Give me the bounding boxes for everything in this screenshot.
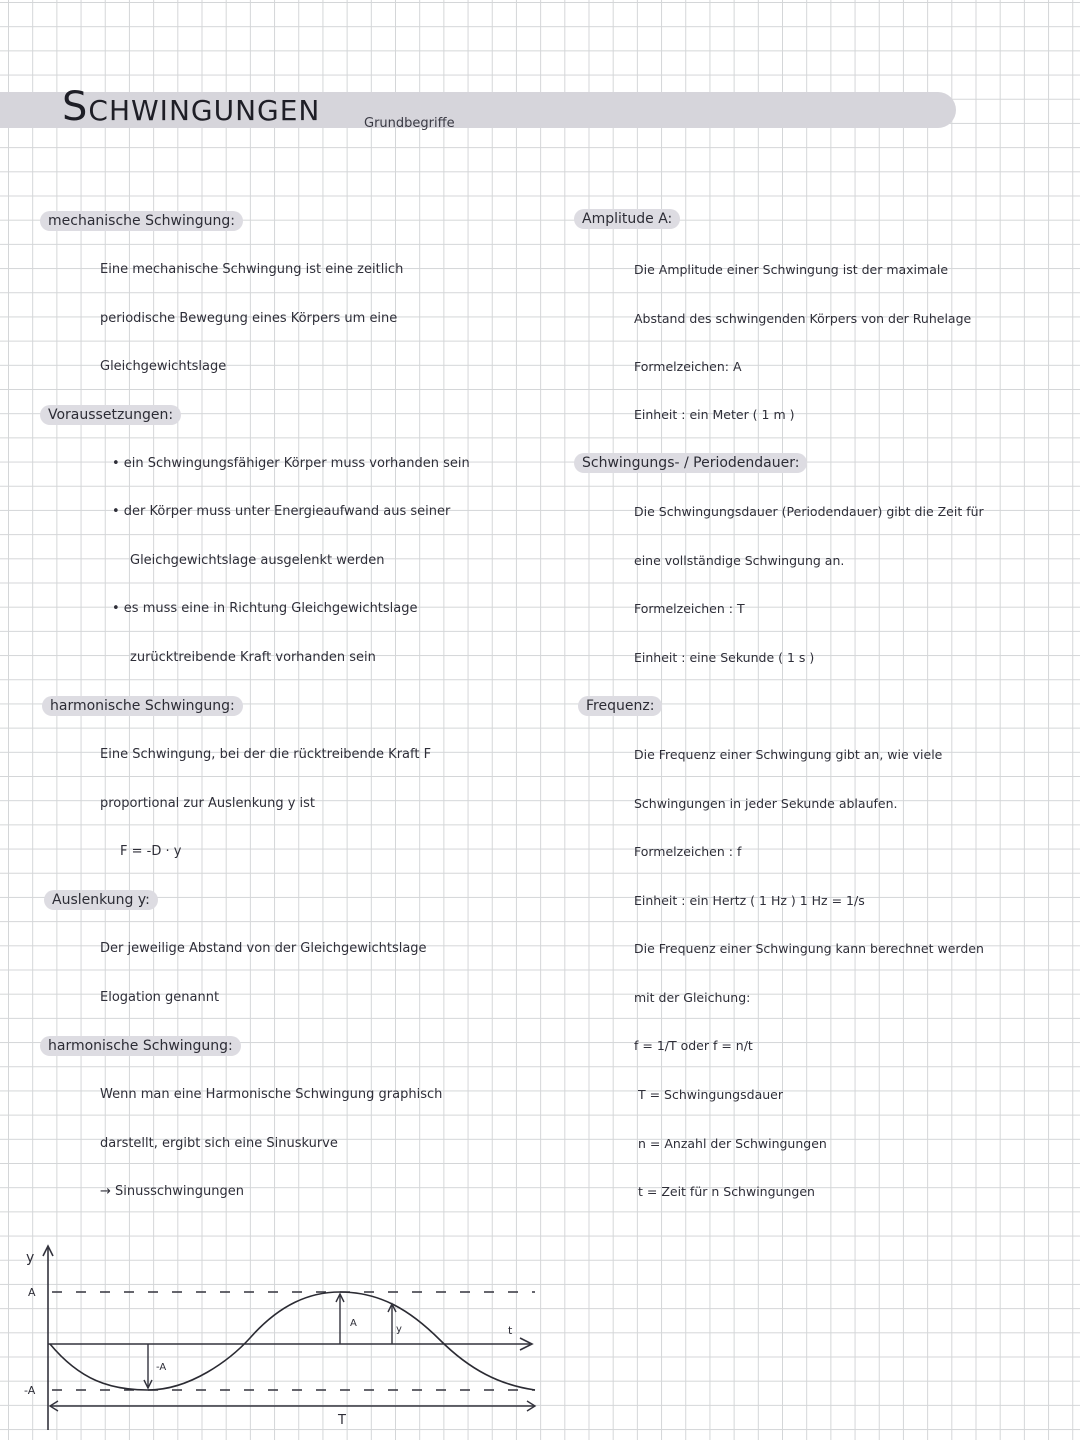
mechanisch-line-2: periodische Bewegung eines Körpers um eine xyxy=(100,311,398,326)
heading-auslenkung: Auslenkung y: xyxy=(44,890,158,910)
periodendauer-einheit: Einheit : eine Sekunde ( 1 s ) xyxy=(634,650,815,665)
legend-t: t = Zeit für n Schwingungen xyxy=(638,1184,815,1199)
harmonisch2-line-3: → Sinusschwingungen xyxy=(100,1184,245,1199)
mechanisch-line-1: Eine mechanische Schwingung ist eine zeitlich xyxy=(100,262,404,277)
amplitude-einheit: Einheit : ein Meter ( 1 m ) xyxy=(634,407,795,422)
periodendauer-line-1: Die Schwingungsdauer (Periodendauer) gibt die Zeit für xyxy=(634,504,984,519)
voraussetzung-line-3: Gleichgewichtslage ausgelenkt werden xyxy=(130,553,385,568)
auslenkung-line-2: Elogation genannt xyxy=(100,990,220,1005)
amplitude-formelzeichen: Formelzeichen: A xyxy=(634,359,742,374)
T-label: T xyxy=(338,1413,346,1428)
voraussetzung-line-1: • ein Schwingungsfähiger Körper muss vorhanden sein xyxy=(112,456,470,471)
voraussetzung-line-4: • es muss eine in Richtung Gleichgewichtslage xyxy=(112,601,418,616)
heading-amplitude: Amplitude A: xyxy=(574,209,680,229)
frequenz-berechnung-1: Die Frequenz einer Schwingung kann berechnet werden xyxy=(634,941,984,956)
harmonisch1-line-2: proportional zur Auslenkung y ist xyxy=(100,796,316,811)
frequenz-line-1: Die Frequenz einer Schwingung gibt an, wie viele xyxy=(634,747,943,762)
heading-harmonische-schwingung-2: harmonische Schwingung: xyxy=(40,1036,241,1056)
heading-periodendauer: Schwingungs- / Periodendauer: xyxy=(574,453,807,473)
legend-T: T = Schwingungsdauer xyxy=(638,1087,783,1102)
heading-mechanische-schwingung: mechanische Schwingung: xyxy=(40,211,243,231)
harmonisch1-formula: F = -D · y xyxy=(120,844,182,859)
t-label: t xyxy=(508,1324,513,1337)
frequenz-line-2: Schwingungen in jeder Sekunde ablaufen. xyxy=(634,796,898,811)
frequenz-berechnung-2: mit der Gleichung: xyxy=(634,990,751,1005)
legend-n: n = Anzahl der Schwingungen xyxy=(638,1136,827,1151)
frequenz-einheit: Einheit : ein Hertz ( 1 Hz ) 1 Hz = 1/s xyxy=(634,893,865,908)
page-title: Schwingungen xyxy=(62,84,321,130)
periodendauer-line-2: eine vollständige Schwingung an. xyxy=(634,553,845,568)
sine-curve xyxy=(50,1292,535,1390)
frequenz-formel: f = 1/T oder f = n/t xyxy=(634,1038,753,1053)
displacement-label: y xyxy=(396,1324,402,1335)
harmonisch2-line-2: darstellt, ergibt sich eine Sinuskurve xyxy=(100,1136,338,1151)
amplitude-line-2: Abstand des schwingenden Körpers von der Ruhelage xyxy=(634,311,972,326)
auslenkung-line-1: Der jeweilige Abstand von der Gleichgewichtslage xyxy=(100,941,427,956)
harmonisch1-line-1: Eine Schwingung, bei der die rücktreibende Kraft F xyxy=(100,747,432,762)
neg-amplitude-label: -A xyxy=(156,1362,167,1373)
periodendauer-formelzeichen: Formelzeichen : T xyxy=(634,601,745,616)
amplitude-line-1: Die Amplitude einer Schwingung ist der maximale xyxy=(634,262,949,277)
y-axis-label: y xyxy=(26,1250,35,1266)
negA-label: -A xyxy=(24,1384,36,1397)
frequenz-formelzeichen: Formelzeichen : f xyxy=(634,844,742,859)
harmonisch2-line-1: Wenn man eine Harmonische Schwingung graphisch xyxy=(100,1087,443,1102)
voraussetzung-line-2: • der Körper muss unter Energieaufwand aus seiner xyxy=(112,504,451,519)
amplitude-label: A xyxy=(350,1318,357,1329)
sine-wave-graph xyxy=(0,1240,600,1440)
heading-frequenz: Frequenz: xyxy=(578,696,662,716)
page-subtitle: Grundbegriffe xyxy=(364,116,455,131)
heading-harmonische-schwingung-1: harmonische Schwingung: xyxy=(42,696,243,716)
heading-voraussetzungen: Voraussetzungen: xyxy=(40,405,181,425)
voraussetzung-line-5: zurücktreibende Kraft vorhanden sein xyxy=(130,650,376,665)
A-label: A xyxy=(28,1286,36,1299)
mechanisch-line-3: Gleichgewichtslage xyxy=(100,359,227,374)
